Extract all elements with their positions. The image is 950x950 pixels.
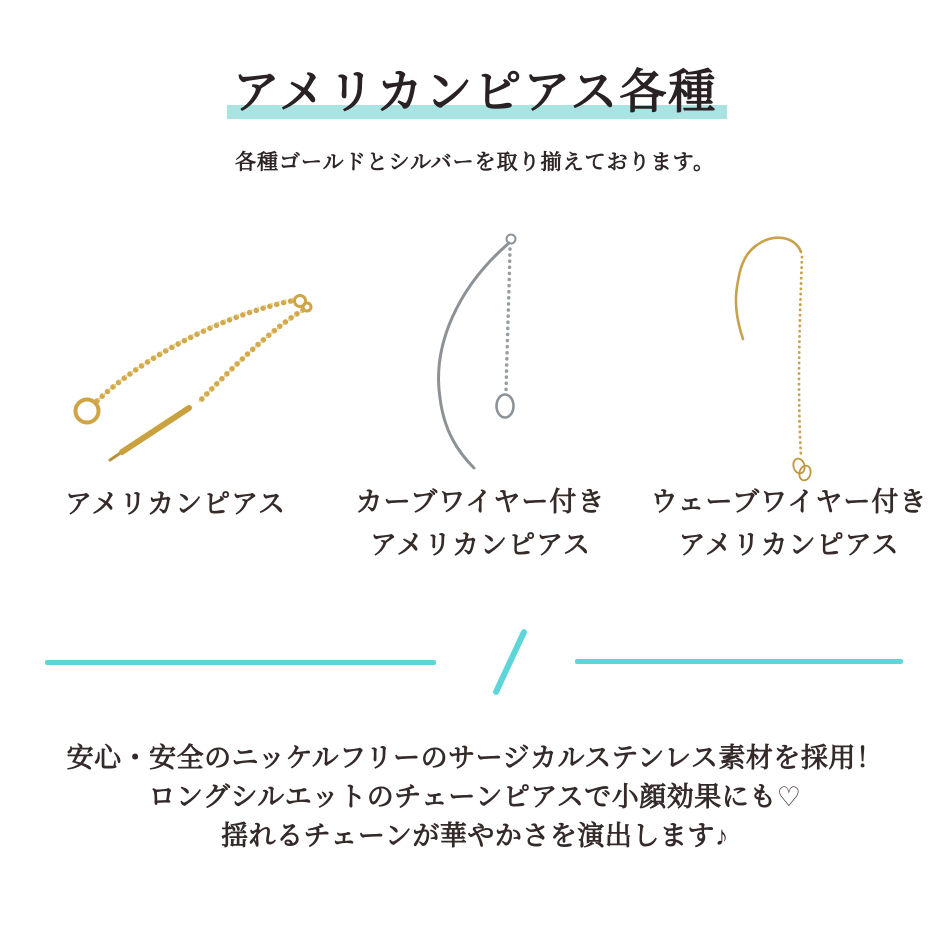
product-label-line: アメリカンピアス: [678, 530, 900, 560]
divider-line-left: [45, 660, 436, 665]
title-inner: [233, 64, 718, 120]
product-label-curve-wire: [328, 481, 633, 567]
product-label-wave-wire: [628, 481, 950, 567]
curve-wire-earring-icon: [439, 235, 516, 469]
page-title: アメリカンピアス各種: [232, 65, 718, 118]
info-line-chain: 揺れるチェーンが華やかさを演出します♪: [221, 821, 729, 851]
wave-wire-earring-icon: [736, 238, 812, 482]
product-label-line: カーブワイヤー付き: [355, 487, 606, 517]
product-label-line: ウェーブワイヤー付き: [650, 487, 928, 517]
info-line-silhouette: ロングシルエットのチェーンピアスで小顔効果にも♡: [148, 782, 802, 812]
divider-slash: [492, 628, 528, 696]
gold-threader-earring-icon: [76, 296, 312, 461]
page-subtitle: 各種ゴールドとシルバーを取り揃えております。: [235, 151, 715, 174]
product-label-line: アメリカンピアス: [64, 489, 287, 519]
info-line-material: 安心・安全のニッケルフリーのサージカルステンレス素材を採用！: [66, 743, 884, 773]
info-text-block: [0, 739, 950, 856]
product-label-american-pierce: [38, 483, 313, 526]
divider-line-right: [575, 659, 903, 664]
product-label-line: アメリカンピアス: [369, 530, 592, 560]
